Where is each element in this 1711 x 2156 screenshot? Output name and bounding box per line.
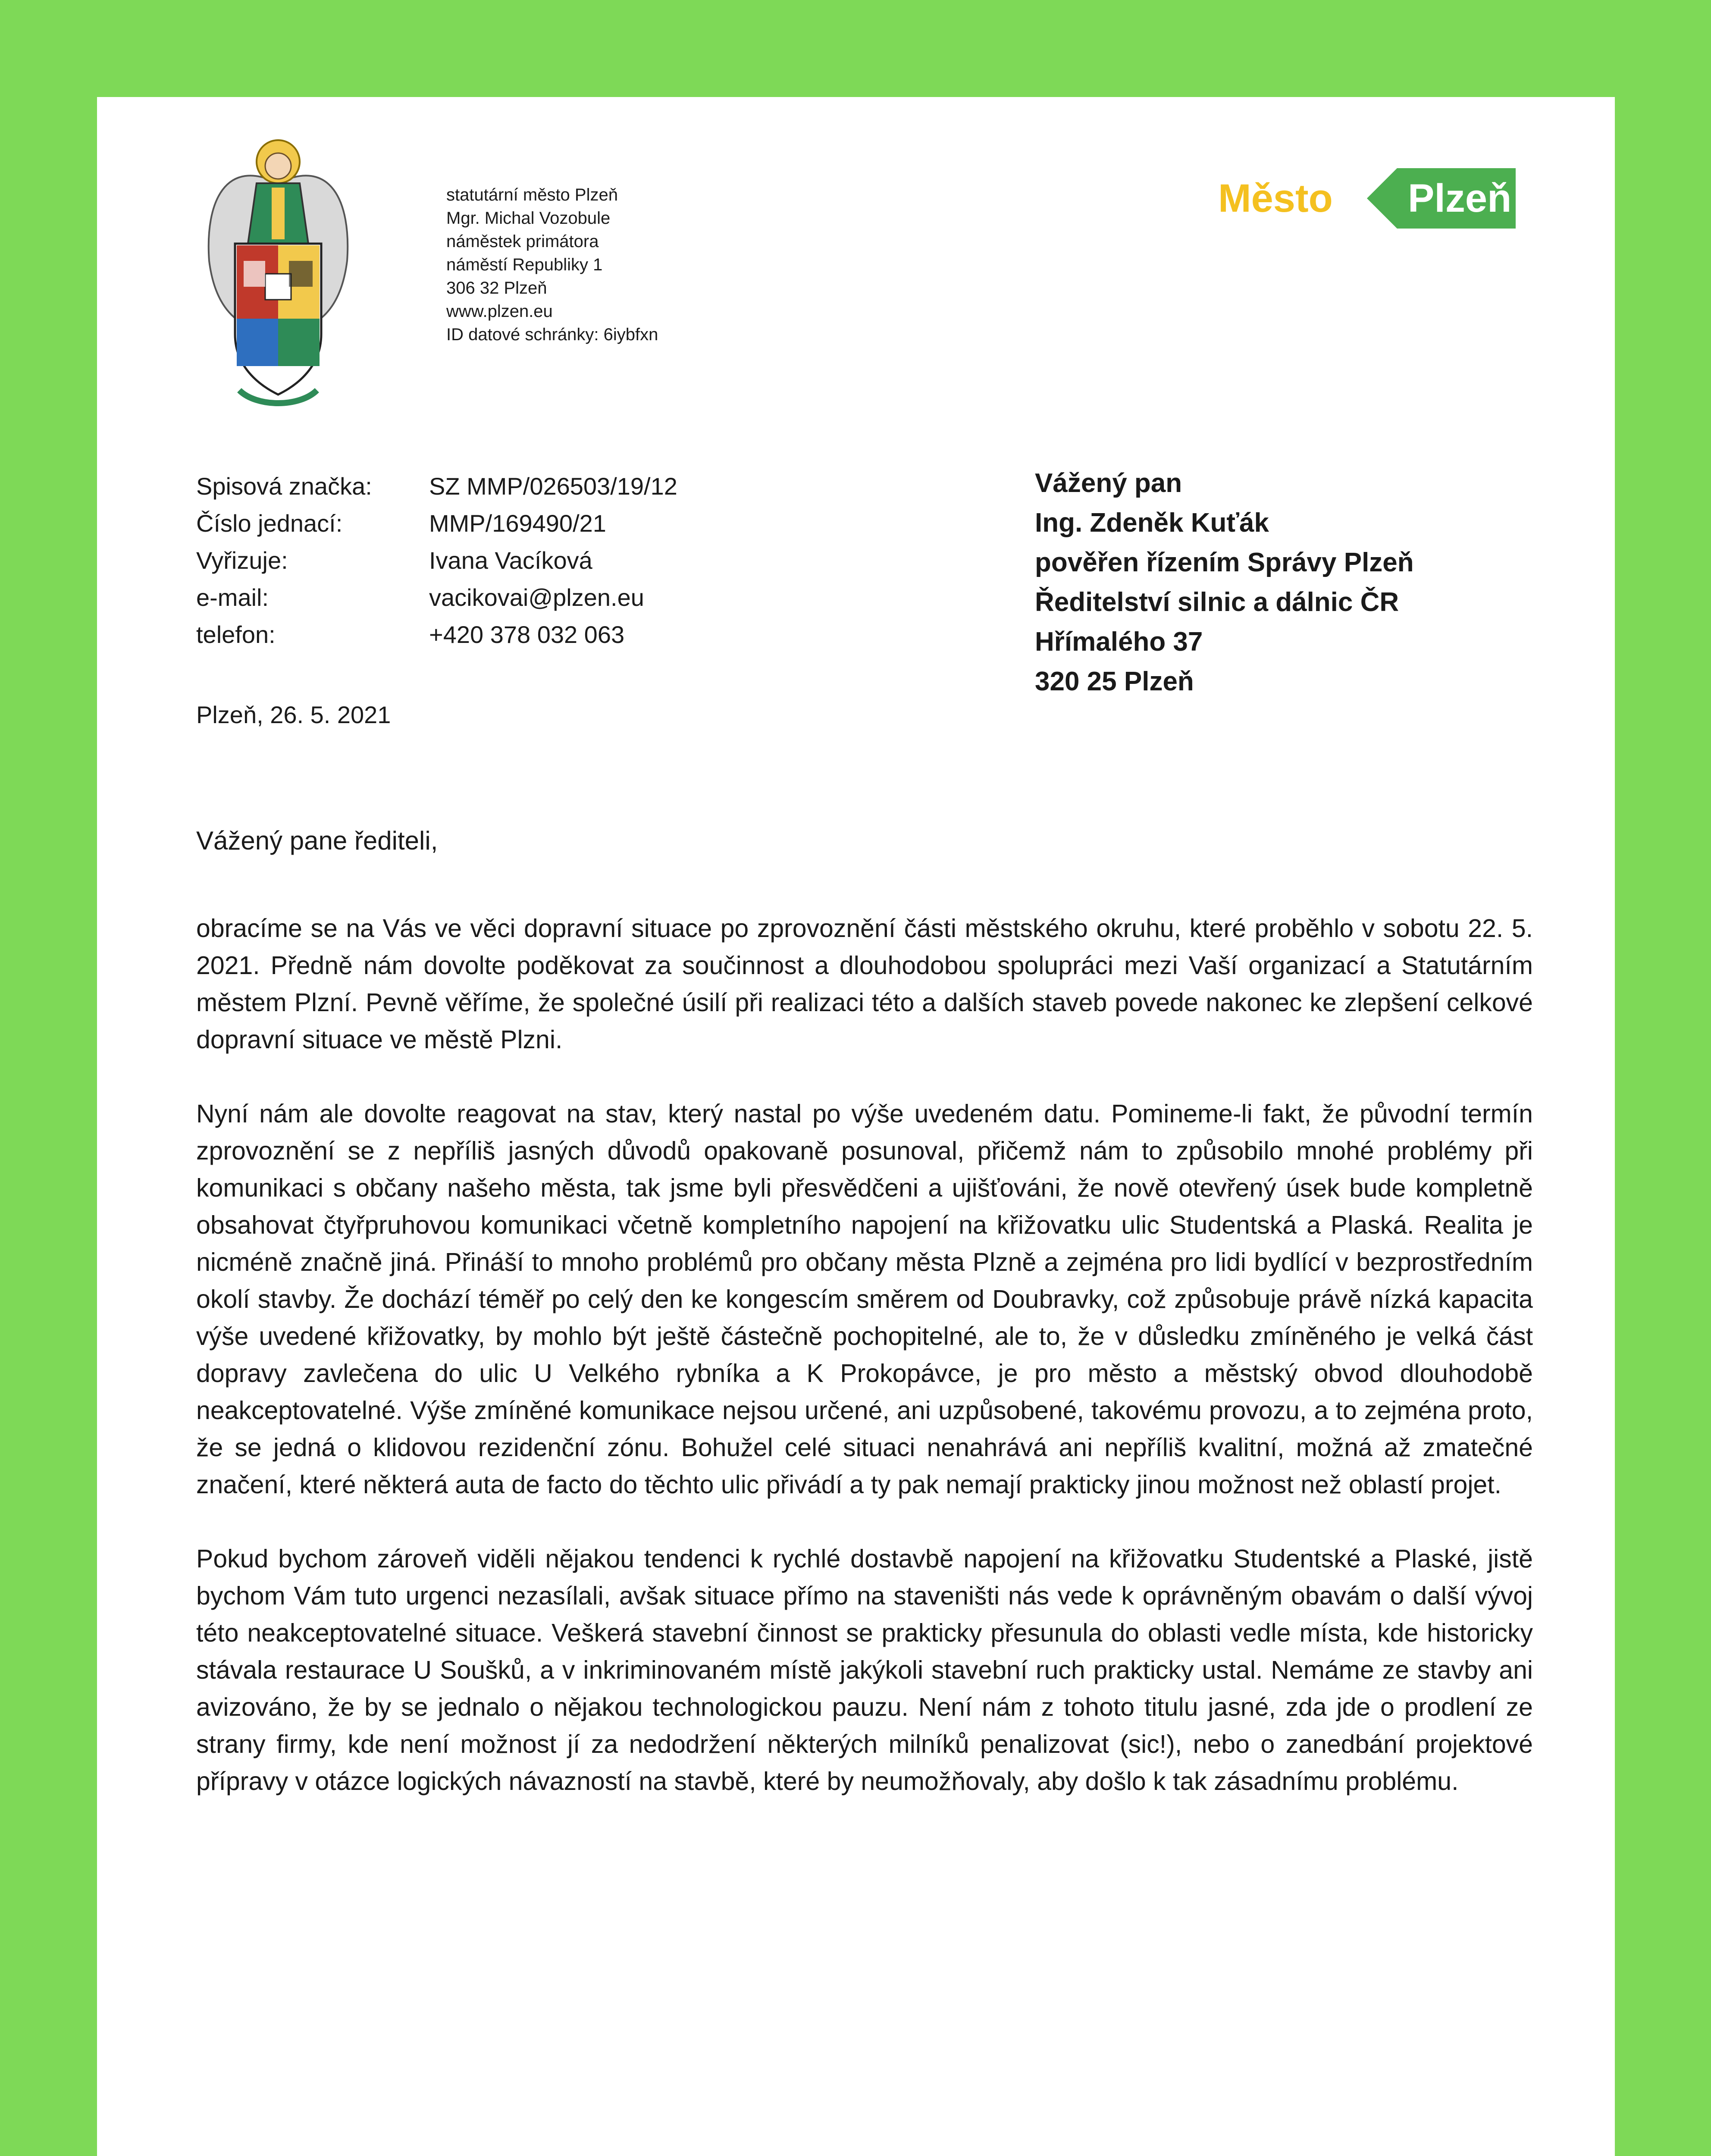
reference-value: vacikovai@plzen.eu [429,584,644,611]
sender-line: náměstek primátora [446,232,599,251]
coat-of-arms-emblem [201,132,356,416]
sender-line: ID datové schránky: 6iybfxn [446,325,658,344]
reference-row [196,579,677,616]
sender-line: náměstí Republiky 1 [446,255,603,274]
reference-value: +420 378 032 063 [429,621,625,648]
recipient-line: Vážený pan [1035,468,1182,498]
letter-page [97,97,1615,2156]
recipient-address [1035,464,1414,702]
reference-row [196,468,677,505]
recipient-line: Hřímalého 37 [1035,627,1203,657]
reference-value: MMP/169490/21 [429,510,606,537]
reference-label: Spisová značka: [196,473,372,500]
reference-row [196,616,677,653]
sender-line: www.plzen.eu [446,302,553,321]
salutation: Vážený pane řediteli, [196,826,438,855]
reference-value: Ivana Vacíková [429,547,592,574]
logo-word-mesto: Město [1218,176,1333,220]
mesto-plzen-logo [1218,168,1520,233]
reference-label: telefon: [196,621,276,648]
reference-block [196,468,677,653]
reference-value: SZ MMP/026503/19/12 [429,473,677,500]
recipient-line: pověřen řízením Správy Plzeň [1035,548,1414,577]
sender-line: 306 32 Plzeň [446,279,547,298]
reference-row [196,542,677,579]
letter-body [196,910,1533,1837]
reference-label: Vyřizuje: [196,547,288,574]
reference-row [196,505,677,542]
body-paragraph: Pokud bychom zároveň viděli nějakou tendenci k rychlé dostavbě napojení na křižovatku Studentské a Plaské, jistě bychom Vám tuto urgenci nezasílali, avšak situace přímo na staveništi nás vede k oprávněným obavám o další vývoj této neakceptovatelné situace. Veškerá stavební činnost se prakticky přesunula do oblasti vedle místa, kde historicky stávala restaurace U Soušků, a v inkriminovaném místě jakýkoli stavební ruch prakticky ustal. Nemáme ze stavby ani avizováno, že by se jednalo o nějakou technologickou pauzu. Není nám z tohoto titulu jasné, zda jde o prodlení ze strany firmy, kde není možnost jí za nedodržení některých milníků penalizovat (sic!), nebo o zanedbání projektové přípravy v otázce logických návazností na stavbě, které by neumožňovaly, aby došlo k tak zásadnímu problému. [196,1545,1533,1796]
sender-line: Mgr. Michal Vozobule [446,209,611,228]
body-paragraph: obracíme se na Vás ve věci dopravní situace po zprovoznění části městského okruhu, které proběhlo v sobotu 22. 5. 2021. Předně nám dovolte poděkovat za součinnost a dlouhodobou spolupráci mezi Vaší organizací a Statutárním městem Plzní. Pevně věříme, že společné úsilí při realizaci této a dalších staveb povede nakonec ke zlepšení celkové dopravní situace ve městě Plzni. [196,914,1533,1054]
sender-line: statutární město Plzeň [446,185,618,204]
reference-label: e-mail: [196,584,269,611]
letter-date: Plzeň, 26. 5. 2021 [196,701,391,728]
sender-address [446,183,658,346]
reference-label: Číslo jednací: [196,510,343,537]
recipient-line: 320 25 Plzeň [1035,667,1194,696]
logo-green-tag [1367,168,1516,229]
logo-word-plzen: Plzeň [1408,176,1512,220]
recipient-line: Ředitelství silnic a dálnic ČR [1035,587,1399,617]
recipient-line: Ing. Zdeněk Kuťák [1035,508,1269,538]
body-paragraph: Nyní nám ale dovolte reagovat na stav, který nastal po výše uvedeném datu. Pomineme-li fakt, že původní termín zprovoznění se z nepříliš jasných důvodů opakovaně posunoval, přičemž nám to způsobilo mnohé problémy při komunikaci s občany našeho města, tak jsme byli přesvědčeni a ujišťováni, že nově otevřený úsek bude kompletně obsahovat čtyřpruhovou komunikaci včetně kompletního napojení na křižovatku ulic Studentská a Plaská. Realita je nicméně značně jiná. Přináší to mnoho problémů pro občany města Plzně a zejména pro lidi bydlící v bezprostředním okolí stavby. Že dochází téměř po celý den ke kongescím směrem od Doubravky, což způsobuje právě nízká kapacita výše uvedené křižovatky, by mohlo být ještě částečně pochopitelné, ale to, že v důsledku zmíněného je velká část dopravy zavlečena do ulic U Velkého rybníka a K Prokopávce, je pro město a městský obvod dlouhodobě neakceptovatelné. Výše zmíněné komunikace nejsou určené, ani uzpůsobené, takovému provozu, a to zejména proto, že se jedná o klidovou rezidenční zónu. Bohužel celé situaci nenahrává ani nepříliš kvalitní, možná až zmatečné značení, které některá auta de facto do těchto ulic přivádí a ty pak nemají prakticky jinou možnost než oblastí projet. [196,1100,1533,1499]
